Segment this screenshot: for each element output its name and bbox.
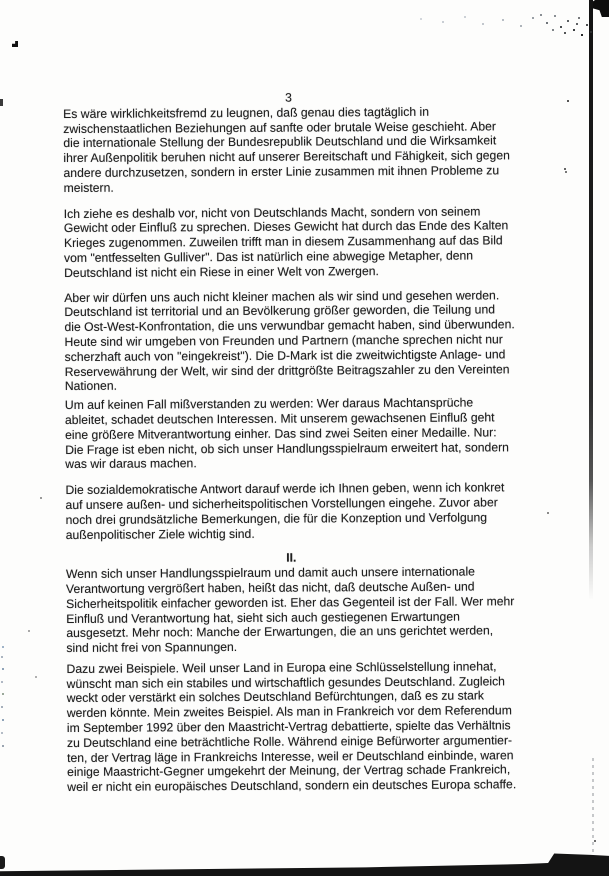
text-line: im September 1992 über den Maastricht-Vertrag debattierte, spielte das Verhältnis xyxy=(66,718,511,736)
text-line: Die sozialdemokratische Antwort darauf werde ich Ihnen geben, wenn ich konkret xyxy=(65,480,505,498)
scan-artifact-left-edge-mark xyxy=(0,99,3,106)
scan-artifact-right-edge-line-faint xyxy=(592,758,594,858)
paragraph xyxy=(66,659,559,795)
page-number: 3 xyxy=(285,90,292,105)
text-line: Sicherheitspolitik einfacher geworden ist. Eher das Gegenteil ist der Fall. Wer mehr xyxy=(66,593,515,611)
text-line: weckt oder verstärkt ein solches Deutschland Befürchtungen, daß es zu stark xyxy=(66,688,485,706)
text-line: Dazu zwei Beispiele. Weil unser Land in Europa eine Schlüsselstellung innehat, xyxy=(66,659,497,676)
scan-artifact-bottom-edge xyxy=(0,852,609,876)
text-line: Nationen. xyxy=(64,379,118,394)
scan-artifact-top-left-mark xyxy=(12,41,18,47)
text-line: Die Frage ist eben nicht, ob sich unser Handlungsspielraum erweitert hat, sondern xyxy=(65,439,509,457)
text-line: meistern. xyxy=(63,180,114,195)
text-line: einige Maastricht-Gegner umgekehrt der Meinung, der Vertrag schade Frankreich, xyxy=(67,762,511,780)
paragraph xyxy=(65,480,557,542)
text-line: sind nicht frei von Spannungen. xyxy=(66,640,238,656)
text-line: eine größere Mitverantwortung einher. Das sind zwei Seiten einer Medaille. Nur: xyxy=(65,425,497,442)
text-line: außenpolitischer Ziele wichtig sind. xyxy=(65,526,255,542)
text-line: Krieges zugenommen. Zuweilen trifft man in diesem Zusammenhang auf das Bild xyxy=(63,233,503,251)
text-line: die Ost-West-Konfrontation, die uns verwundbar gemacht haben, sind überwunden. xyxy=(64,317,515,335)
text-line: ihrer Außenpolitik beruhen nicht auf unserer Bereitschaft und Fähigkeit, sich gegen xyxy=(63,148,510,166)
text-line: scherzhaft auch von "eingekreist"). Die D-Mark ist die zweitwichtigste Anlage- und xyxy=(64,347,506,364)
text-line: noch drei grundsätzliche Bemerkungen, die für die Konzeption und Verfolgung xyxy=(65,510,488,527)
text-line: vom "entfesselten Gulliver". Das ist natürlich eine abwegige Metapher, denn xyxy=(63,248,474,265)
text-line: Deutschland ist territorial und an Bevölkerung größer geworden, die Teilung und xyxy=(64,302,496,320)
text-line: auf unsere außen- und sicherheitspolitischen Vorstellungen eingehe. Zuvor aber xyxy=(65,495,498,512)
text-line: wünscht man sich ein stabiles und wirtschaftlich gesundes Deutschland. Zugleich xyxy=(66,673,505,691)
text-line: zu Deutschland eine beträchtliche Rolle. Während einige Befürworter argumentier- xyxy=(66,733,513,750)
text-line: ableitet, schadet deutschen Interessen. Mit unserem gewachsenen Einfluß geht xyxy=(64,410,495,427)
scan-artifact-bottom-left-mark xyxy=(0,856,5,869)
paragraph xyxy=(64,288,557,395)
scan-artifact-speckles-top xyxy=(540,14,542,16)
text-line: Reservewährung der Welt, wir sind der drittgrößte Beitragszahler zu den Vereinten xyxy=(64,361,510,379)
document-body xyxy=(63,89,559,795)
text-line: Es wäre wirklichkeitsfremd zu leugnen, daß genau dies tagtäglich in xyxy=(63,104,429,121)
text-line: Verantwortung vergrößert haben, heißt das nicht, daß deutsche Außen- und xyxy=(65,579,475,596)
text-line: Wenn sich unser Handlungsspielraum und damit auch unsere internationale xyxy=(65,564,475,582)
text-line: Um auf keinen Fall mißverstanden zu werden: Wer daraus Machtansprüche xyxy=(64,395,474,413)
text-line: zwischenstaatlichen Beziehungen auf sanfte oder brutale Weise geschieht. Aber xyxy=(63,118,496,136)
scan-artifact-right-edge-line xyxy=(589,0,593,600)
text-line: Heute sind wir umgeben von Freunden und Partnern (manche sprechen nicht nur xyxy=(64,332,503,349)
text-line: werden könnte. Mein zweites Beispiel. Als man in Frankreich vor dem Referendum xyxy=(66,703,512,721)
text-line: ten, der Vertrag läge in Frankreichs Interesse, weil er Deutschland einbinde, waren xyxy=(67,747,514,765)
scan-artifact-speckles-left xyxy=(2,646,4,648)
paragraph xyxy=(65,395,557,472)
text-line: ausgesetzt. Mehr noch: Manche der Erwartungen, die an uns gerichtet werden, xyxy=(66,623,494,641)
text-line: was wir daraus machen. xyxy=(65,456,197,472)
text-line: andere durchzusetzen, sondern in erster Linie zusammen mit ihnen Probleme zu xyxy=(63,163,500,180)
section-heading: II. xyxy=(286,550,297,565)
text-line: die internationale Stellung der Bundesrepublik Deutschland und die Wirksamkeit xyxy=(63,133,497,151)
text-line: Gewicht oder Einfluß zu sprechen. Dieses Gewicht hat durch das Ende des Kalten xyxy=(63,218,509,236)
scan-artifact-top-right-corner xyxy=(592,0,609,17)
text-line: Ich ziehe es deshalb vor, nicht von Deutschlands Macht, sondern von seinem xyxy=(63,204,481,221)
scan-artifact-speckles-right xyxy=(567,100,569,102)
text-line: Deutschland ist nicht ein Riese in einer Welt von Zwergen. xyxy=(64,263,379,280)
text-line: Einfluß und Verantwortung hat, sieht sich auch gestiegenen Erwartungen xyxy=(66,609,460,626)
text-line: weil er nicht ein europäisches Deutschland, sondern ein deutsches Europa schaffe. xyxy=(67,777,517,795)
text-line: Aber wir dürfen uns auch nicht kleiner machen als wir sind und gesehen werden. xyxy=(64,287,500,305)
paragraph xyxy=(64,204,556,281)
paragraph xyxy=(63,104,556,196)
paragraph xyxy=(66,564,559,656)
